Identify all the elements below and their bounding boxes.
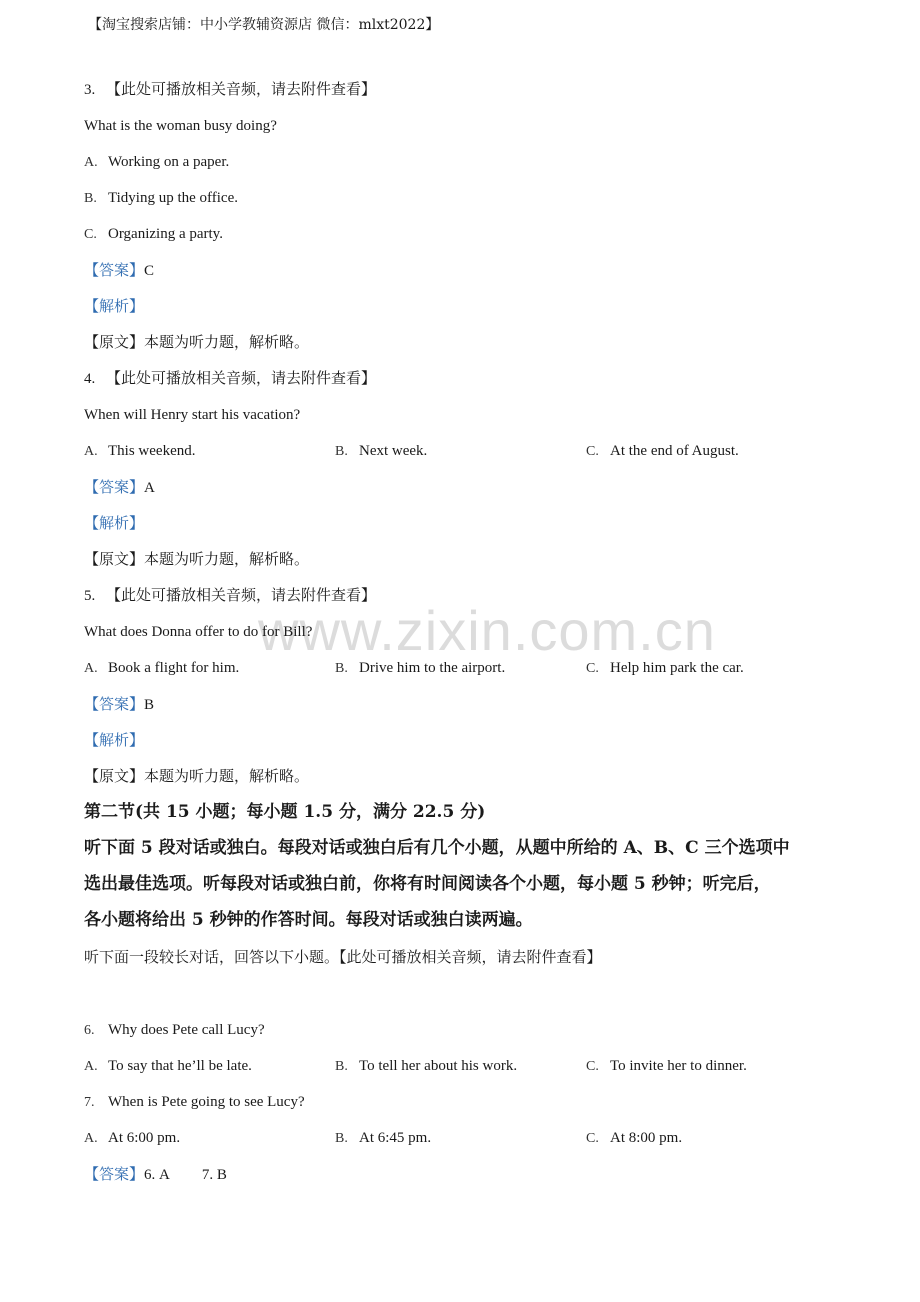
option-letter: B. [335, 661, 348, 676]
option-text: Help him park the car. [610, 660, 744, 676]
question-6-option-a[interactable] [84, 1056, 252, 1077]
question-3-answer [84, 260, 154, 281]
option-letter: B. [335, 444, 348, 459]
section-instructions-line-3: 各小题将给出 5 秒钟的作答时间。每段对话或独白读两遍。 [84, 910, 533, 930]
question-3-option-c[interactable] [84, 224, 223, 245]
question-number: 6. [84, 1023, 95, 1038]
question-text: When is Pete going to see Lucy? [108, 1094, 305, 1110]
question-5-text: What does Donna offer to do for Bill? [84, 624, 313, 640]
answer-value: A [144, 480, 155, 496]
question-6-option-b[interactable] [335, 1056, 517, 1077]
option-letter: B. [335, 1059, 348, 1074]
option-letter: A. [84, 1131, 98, 1146]
question-3-text: What is the woman busy doing? [84, 118, 277, 134]
option-text: Tidying up the office. [108, 190, 238, 206]
option-text: To tell her about his work. [359, 1058, 518, 1074]
question-4-option-a[interactable] [84, 441, 195, 462]
question-4-header [84, 368, 376, 389]
option-letter: A. [84, 1059, 98, 1074]
answer-label: 【答案】 [84, 695, 145, 713]
question-5-answer [84, 694, 154, 715]
option-text: To say that he’ll be late. [108, 1058, 252, 1074]
option-letter: B. [335, 1131, 348, 1146]
final-answer [84, 1164, 227, 1185]
section-intro[interactable]: 听下面一段较长对话，回答以下小题。【此处可播放相关音频，请去附件查看】 [84, 948, 602, 966]
option-text: Book a flight for him. [108, 660, 240, 676]
answer-label: 【答案】 [84, 261, 145, 279]
watermark: www.zixin.com.cn [258, 599, 716, 662]
audio-note[interactable]: 【此处可播放相关音频，请去附件查看】 [106, 80, 377, 98]
option-text: This weekend. [108, 443, 196, 459]
question-5-option-a[interactable] [84, 658, 239, 679]
question-5-analysis-label: 【解析】 [84, 731, 145, 749]
section-title: 第二节(共 15 小题；每小题 1.5 分，满分 22.5 分) [84, 802, 486, 822]
answer-label: 【答案】 [84, 1165, 145, 1183]
answer-7: 7. B [201, 1167, 227, 1183]
question-3-option-b[interactable] [84, 188, 238, 209]
question-5-header [84, 585, 376, 606]
option-text: Next week. [359, 443, 428, 459]
option-letter: A. [84, 444, 98, 459]
option-letter: A. [84, 661, 98, 676]
question-3-original: 【原文】本题为听力题，解析略。 [84, 333, 310, 351]
question-4-text: When will Henry start his vacation? [84, 407, 301, 423]
option-text: At 6:00 pm. [108, 1130, 181, 1146]
answer-value: B [144, 697, 155, 713]
answer-value: C [144, 263, 155, 279]
question-6-text [84, 1020, 265, 1041]
option-letter: C. [586, 444, 599, 459]
question-7-text [84, 1092, 305, 1113]
question-4-analysis-label: 【解析】 [84, 514, 145, 532]
option-letter: C. [586, 661, 599, 676]
option-letter: C. [84, 227, 97, 242]
question-7-option-a[interactable] [84, 1128, 180, 1149]
question-text: Why does Pete call Lucy? [108, 1022, 265, 1038]
section-instructions-line-1: 听下面 5 段对话或独白。每段对话或独白后有几个小题，从题中所给的 A、B、C 三个选项中 [84, 838, 790, 858]
question-7-option-b[interactable] [335, 1128, 431, 1149]
question-4-option-c[interactable] [586, 441, 739, 462]
section-instructions-line-2: 选出最佳选项。听每段对话或独白前，你将有时间阅读各个小题，每小题 5 秒钟；听完后， [84, 874, 771, 894]
option-text: Working on a paper. [108, 154, 230, 170]
audio-note[interactable]: 【此处可播放相关音频，请去附件查看】 [106, 369, 377, 387]
question-number: 7. [84, 1095, 95, 1110]
question-3-option-a[interactable] [84, 152, 229, 173]
option-letter: C. [586, 1059, 599, 1074]
option-text: At 8:00 pm. [610, 1130, 683, 1146]
question-7-option-c[interactable] [586, 1128, 682, 1149]
option-text: At the end of August. [610, 443, 739, 459]
page-header: 【淘宝搜索店铺：中小学教辅资源店 微信：mlxt2022】 [88, 17, 440, 33]
question-6-option-c[interactable] [586, 1056, 747, 1077]
question-5-option-c[interactable] [586, 658, 744, 679]
question-4-answer [84, 477, 155, 498]
question-3-analysis-label: 【解析】 [84, 297, 145, 315]
option-text: To invite her to dinner. [610, 1058, 747, 1074]
option-text: At 6:45 pm. [359, 1130, 432, 1146]
question-number: 5. [84, 588, 96, 604]
question-3-header [84, 79, 376, 100]
audio-note[interactable]: 【此处可播放相关音频，请去附件查看】 [106, 586, 377, 604]
option-letter: B. [84, 191, 97, 206]
question-number: 3. [84, 82, 96, 98]
option-text: Organizing a party. [108, 226, 223, 242]
question-4-option-b[interactable] [335, 441, 427, 462]
answer-label: 【答案】 [84, 478, 145, 496]
answer-6: 6. A [144, 1167, 170, 1183]
question-4-original: 【原文】本题为听力题，解析略。 [84, 550, 310, 568]
question-5-original: 【原文】本题为听力题，解析略。 [84, 767, 310, 785]
option-letter: A. [84, 155, 98, 170]
option-letter: C. [586, 1131, 599, 1146]
option-text: Drive him to the airport. [359, 660, 506, 676]
question-number: 4. [84, 371, 96, 387]
question-5-option-b[interactable] [335, 658, 505, 679]
